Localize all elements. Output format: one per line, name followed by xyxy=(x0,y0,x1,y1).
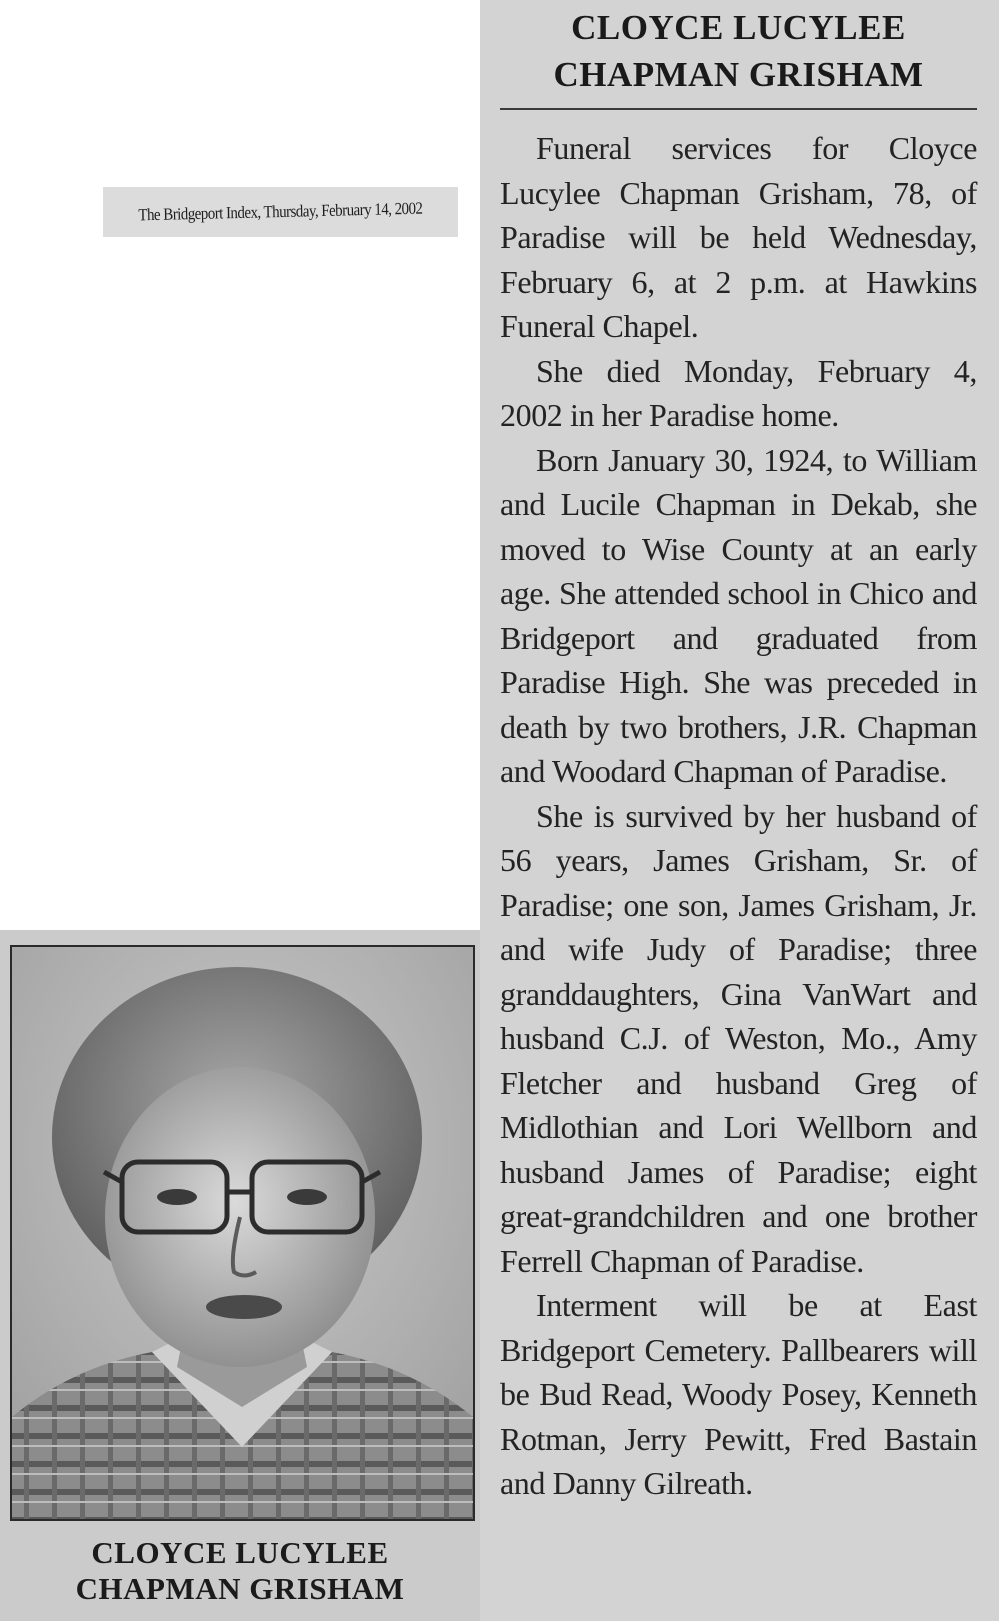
paragraph-death: She died Monday, February 4, 2002 in her Paradise home. xyxy=(500,352,977,433)
paragraph-biography: Born January 30, 1924, to William and Lucile Chapman in Dekab, she moved to Wise County at an early age. She attended school in Chico and Bridgeport and graduated from Paradise High. She was preceded in death by two brothers, J.R. Chapman and Woodard Chapman of Paradise. xyxy=(500,441,977,789)
paragraph-funeral: Funeral services for Cloyce Lucylee Chapman Grisham, 78, of Paradise will be held Wednesday, February 6, at 2 p.m. at Hawkins Funeral Chapel. xyxy=(500,130,977,344)
dateline-text: The Bridgeport Index, Thursday, February 14, 2002 xyxy=(138,198,423,225)
paragraph-survivors: She is survived by her husband of 56 years, James Grisham, Sr. of Paradise; one son, James Grisham, Jr. and wife Judy of Paradise; three granddaughters, Gina VanWart and husband C.J. of Weston, Mo., Amy Fletcher and husband Greg of Midlothian and Lori Wellborn and husband James of Paradise; eight great-grandchildren and one brother Ferrell Chapman of Paradise. xyxy=(500,797,977,1279)
photo-clipping xyxy=(0,930,480,1621)
headline-rule xyxy=(500,108,977,110)
obituary-column xyxy=(480,0,999,1621)
paragraph-interment: Interment will be at East Bridgeport Cemetery. Pallbearers will be Bud Read, Woody Posey, Kenneth Rotman, Jerry Pewitt, Fred Bastain and Danny Gilreath. xyxy=(500,1287,977,1501)
portrait-photo xyxy=(10,945,475,1521)
caption-line-2: CHAPMAN GRISHAM xyxy=(75,1571,405,1606)
dateline-clipping xyxy=(103,187,458,237)
headline-line-1: CLOYCE LUCYLEE xyxy=(571,8,906,47)
photo-caption xyxy=(0,1535,480,1607)
obituary-body xyxy=(500,126,977,1506)
caption-line-1: CLOYCE LUCYLEE xyxy=(91,1535,389,1570)
portrait-image xyxy=(12,947,473,1519)
obituary-headline xyxy=(500,4,977,98)
headline-line-2: CHAPMAN GRISHAM xyxy=(553,55,924,94)
